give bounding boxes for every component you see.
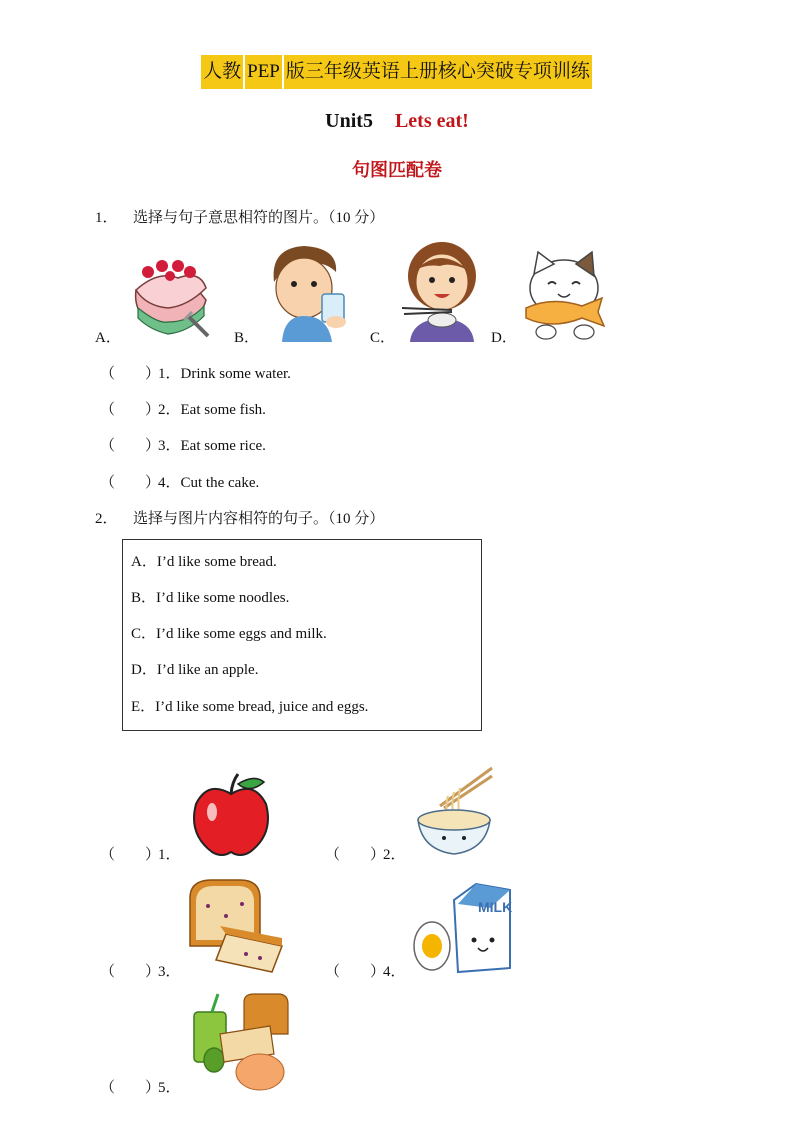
unit-title: Lets eat!	[394, 110, 469, 132]
answer-blank[interactable]: （ ）	[100, 964, 161, 980]
sentence: 4．Cut the cake.	[158, 475, 260, 491]
item-label: 5．	[158, 1080, 181, 1096]
q2-item-1	[100, 843, 181, 864]
option-b: B．I’d like some noodles.	[131, 590, 290, 606]
question-1-heading	[95, 206, 384, 227]
unit-number: Unit5	[325, 110, 373, 132]
question-1-instruction: 选择与句子意思相符的图片。（10 分）	[133, 210, 385, 226]
item-label: 3．	[158, 964, 181, 980]
question-2-instruction: 选择与图片内容相符的句子。（10 分）	[133, 511, 385, 527]
banner-part-3: 版三年级英语上册核心突破专项训练	[284, 55, 592, 89]
unit-title-line	[0, 110, 794, 133]
sentence: 2．Eat some fish.	[158, 402, 266, 418]
banner-part-1: 人教	[201, 55, 243, 89]
apple-icon	[188, 772, 274, 858]
q2-item-4	[325, 960, 406, 981]
milk-carton-label: MILK	[478, 899, 513, 915]
answer-blank[interactable]: （ ）	[100, 366, 161, 382]
picture-letter-b: B．	[234, 330, 260, 346]
q1-item-3	[100, 434, 266, 455]
q2-item-2	[325, 843, 406, 864]
q1-item-4	[100, 471, 259, 492]
bread-icon	[186, 876, 290, 974]
q2-item-3	[100, 960, 181, 981]
q2-item-5	[100, 1076, 181, 1097]
question-2-heading	[95, 507, 384, 528]
answer-blank[interactable]: （ ）	[100, 847, 161, 863]
option-d: D．I’d like an apple.	[131, 662, 259, 678]
option-c: C．I’d like some eggs and milk.	[131, 626, 327, 642]
question-1-number: 1．	[95, 210, 118, 226]
answer-blank[interactable]: （ ）	[100, 475, 161, 491]
q1-item-1	[100, 362, 291, 383]
options-box	[122, 539, 482, 731]
cake-icon	[128, 250, 214, 342]
question-2-number: 2．	[95, 511, 118, 527]
girl-eating-rice-icon	[400, 240, 484, 342]
answer-blank[interactable]: （ ）	[100, 402, 161, 418]
answer-blank[interactable]: （ ）	[100, 438, 161, 454]
item-label: 4．	[383, 964, 406, 980]
item-label: 2．	[383, 847, 406, 863]
banner-part-2: PEP	[245, 55, 282, 89]
sentence: 3．Eat some rice.	[158, 438, 266, 454]
item-label: 1．	[158, 847, 181, 863]
answer-blank[interactable]: （ ）	[100, 1080, 161, 1096]
option-a: A．I’d like some bread.	[131, 554, 277, 570]
picture-letter-d: D．	[491, 330, 517, 346]
picture-letter-c: C．	[370, 330, 396, 346]
option-e: E．I’d like some bread, juice and eggs.	[131, 699, 369, 715]
picture-letter-a: A．	[95, 330, 121, 346]
q1-item-2	[100, 398, 266, 419]
sentence: 1．Drink some water.	[158, 366, 291, 382]
answer-blank[interactable]: （ ）	[325, 847, 386, 863]
banner	[181, 55, 612, 89]
answer-blank[interactable]: （ ）	[325, 964, 386, 980]
bread-juice-eggs-icon	[190, 994, 294, 1090]
page-subtitle: 句图匹配卷	[352, 160, 442, 180]
boy-drinking-icon	[264, 242, 358, 342]
cat-fish-icon	[522, 248, 608, 340]
noodles-icon	[414, 766, 494, 858]
eggs-milk-icon	[412, 882, 516, 974]
